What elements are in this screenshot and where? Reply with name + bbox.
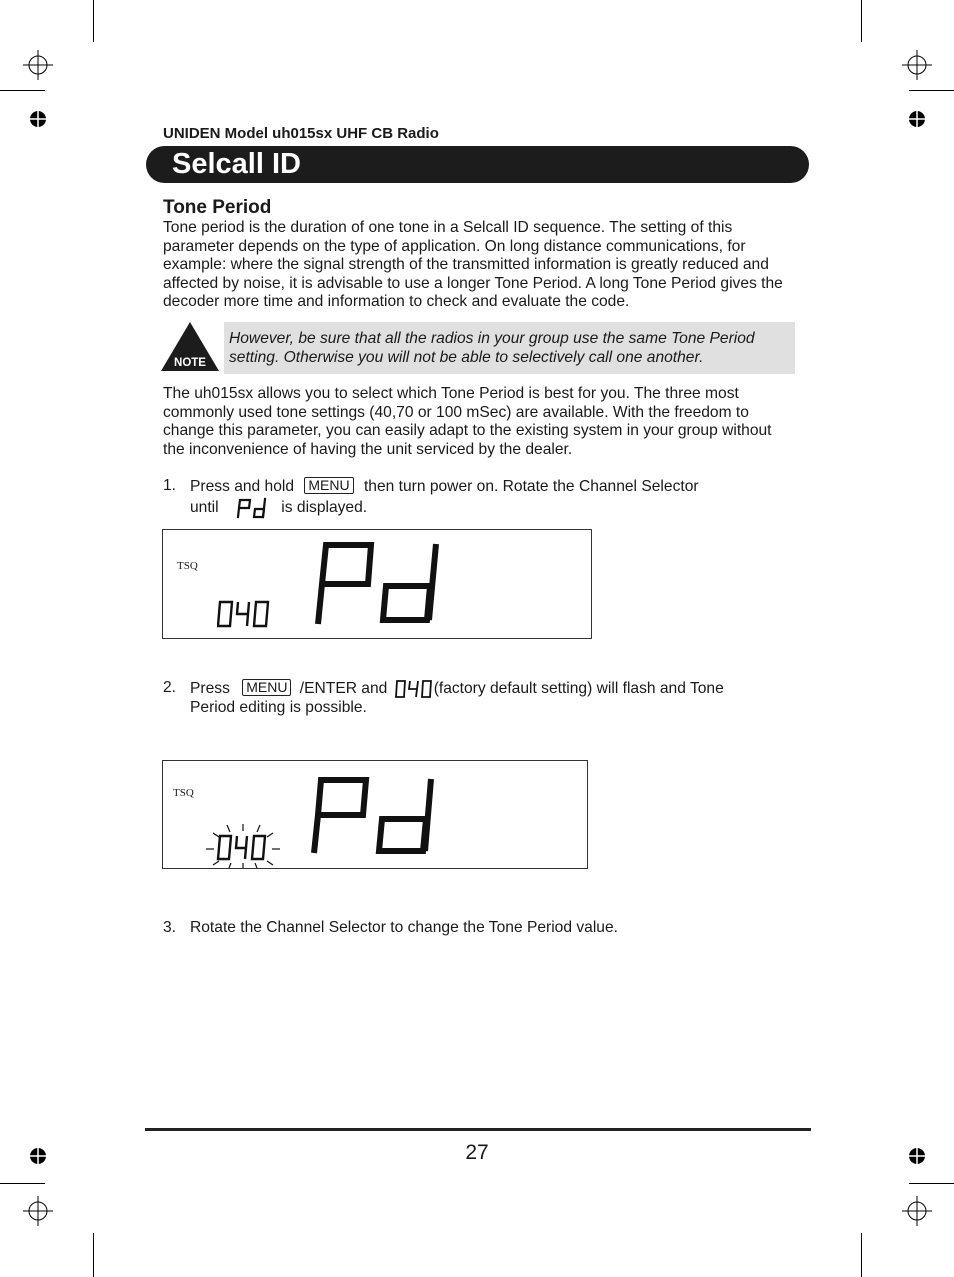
step-number: 1. bbox=[163, 477, 177, 494]
section-title-bar bbox=[146, 146, 809, 183]
menu-key-label: MENU bbox=[304, 477, 353, 494]
crop-mark bbox=[861, 1233, 862, 1277]
lcd-pd-segments bbox=[309, 775, 439, 857]
step-number: 3. bbox=[163, 919, 177, 936]
footer-rule bbox=[145, 1128, 811, 1131]
step-text: Press bbox=[190, 680, 230, 698]
flashing-value-icon bbox=[205, 823, 281, 869]
step-1 bbox=[163, 477, 783, 517]
registration-mark-icon bbox=[902, 50, 932, 80]
running-header: UNIDEN Model uh015sx UHF CB Radio bbox=[163, 125, 439, 142]
step-text: until bbox=[190, 498, 219, 516]
lcd-display bbox=[162, 529, 592, 639]
crop-mark bbox=[93, 0, 94, 42]
note-box bbox=[224, 322, 795, 374]
intro-paragraph: Tone period is the duration of one tone in a Selcall ID sequence. The setting of this parameter depends on the type of application. On long distance communications, for example: where the signal strength of the transmitted information is greatly reduced and affected by noise, it is advisable to use a longer Tone Period. A long Tone Period gives the decoder more time and information to check and evaluate the code. bbox=[163, 219, 783, 310]
step-text: then turn power on. Rotate the Channel Selector bbox=[363, 478, 699, 495]
step-text: /ENTER and bbox=[299, 680, 388, 698]
warning-triangle-icon bbox=[160, 321, 220, 372]
menu-key-label: MENU bbox=[242, 679, 291, 696]
page-title: Selcall ID bbox=[172, 148, 301, 180]
body-paragraph: The uh015sx allows you to select which Tone Period is best for you. The three most commonly used tone settings (40,70 or 100 mSec) are available. With the freedom to change this parameter, you can easily adapt to the existing system in your group without the inconvenience of having the unit serviced by the dealer. bbox=[163, 385, 772, 458]
step-body bbox=[190, 919, 780, 938]
crop-mark bbox=[909, 1183, 954, 1184]
step-text: is displayed. bbox=[281, 498, 368, 516]
step-2 bbox=[163, 679, 783, 719]
lcd-pd-segments bbox=[313, 540, 443, 628]
lcd-display-flashing bbox=[162, 760, 588, 869]
subsection-title: Tone Period bbox=[163, 197, 272, 218]
crop-mark bbox=[0, 90, 45, 91]
target-dot-icon bbox=[29, 110, 47, 128]
registration-mark-icon bbox=[23, 1196, 53, 1226]
crop-mark bbox=[909, 90, 954, 91]
crop-mark bbox=[861, 0, 862, 42]
note-icon-label: NOTE bbox=[174, 357, 206, 369]
page-number: 27 bbox=[465, 1141, 489, 1164]
step-body bbox=[190, 477, 780, 519]
step-text: Rotate the Channel Selector to change the Tone Period value. bbox=[190, 919, 618, 936]
note-text: However, be sure that all the radios in your group use the same Tone Period setting. Otherwise you will not be able to selectively call one another. bbox=[229, 330, 755, 366]
pd-segment-icon bbox=[235, 497, 269, 519]
crop-mark bbox=[0, 1183, 45, 1184]
step-text: Period editing is possible. bbox=[190, 699, 367, 716]
tsq-indicator: TSQ bbox=[173, 787, 194, 799]
step-3 bbox=[163, 919, 783, 939]
step-number: 2. bbox=[163, 679, 177, 696]
target-dot-icon bbox=[908, 110, 926, 128]
registration-mark-icon bbox=[902, 1196, 932, 1226]
lcd-value-040 bbox=[217, 600, 271, 628]
step-body bbox=[190, 679, 780, 718]
registration-mark-icon bbox=[23, 50, 53, 80]
step-text: Press and hold bbox=[190, 478, 295, 495]
crop-mark bbox=[93, 1233, 94, 1277]
step-text: (factory default setting) will flash and Tone bbox=[433, 680, 724, 698]
value-040-segment-icon bbox=[394, 679, 434, 699]
tsq-indicator: TSQ bbox=[177, 560, 198, 572]
